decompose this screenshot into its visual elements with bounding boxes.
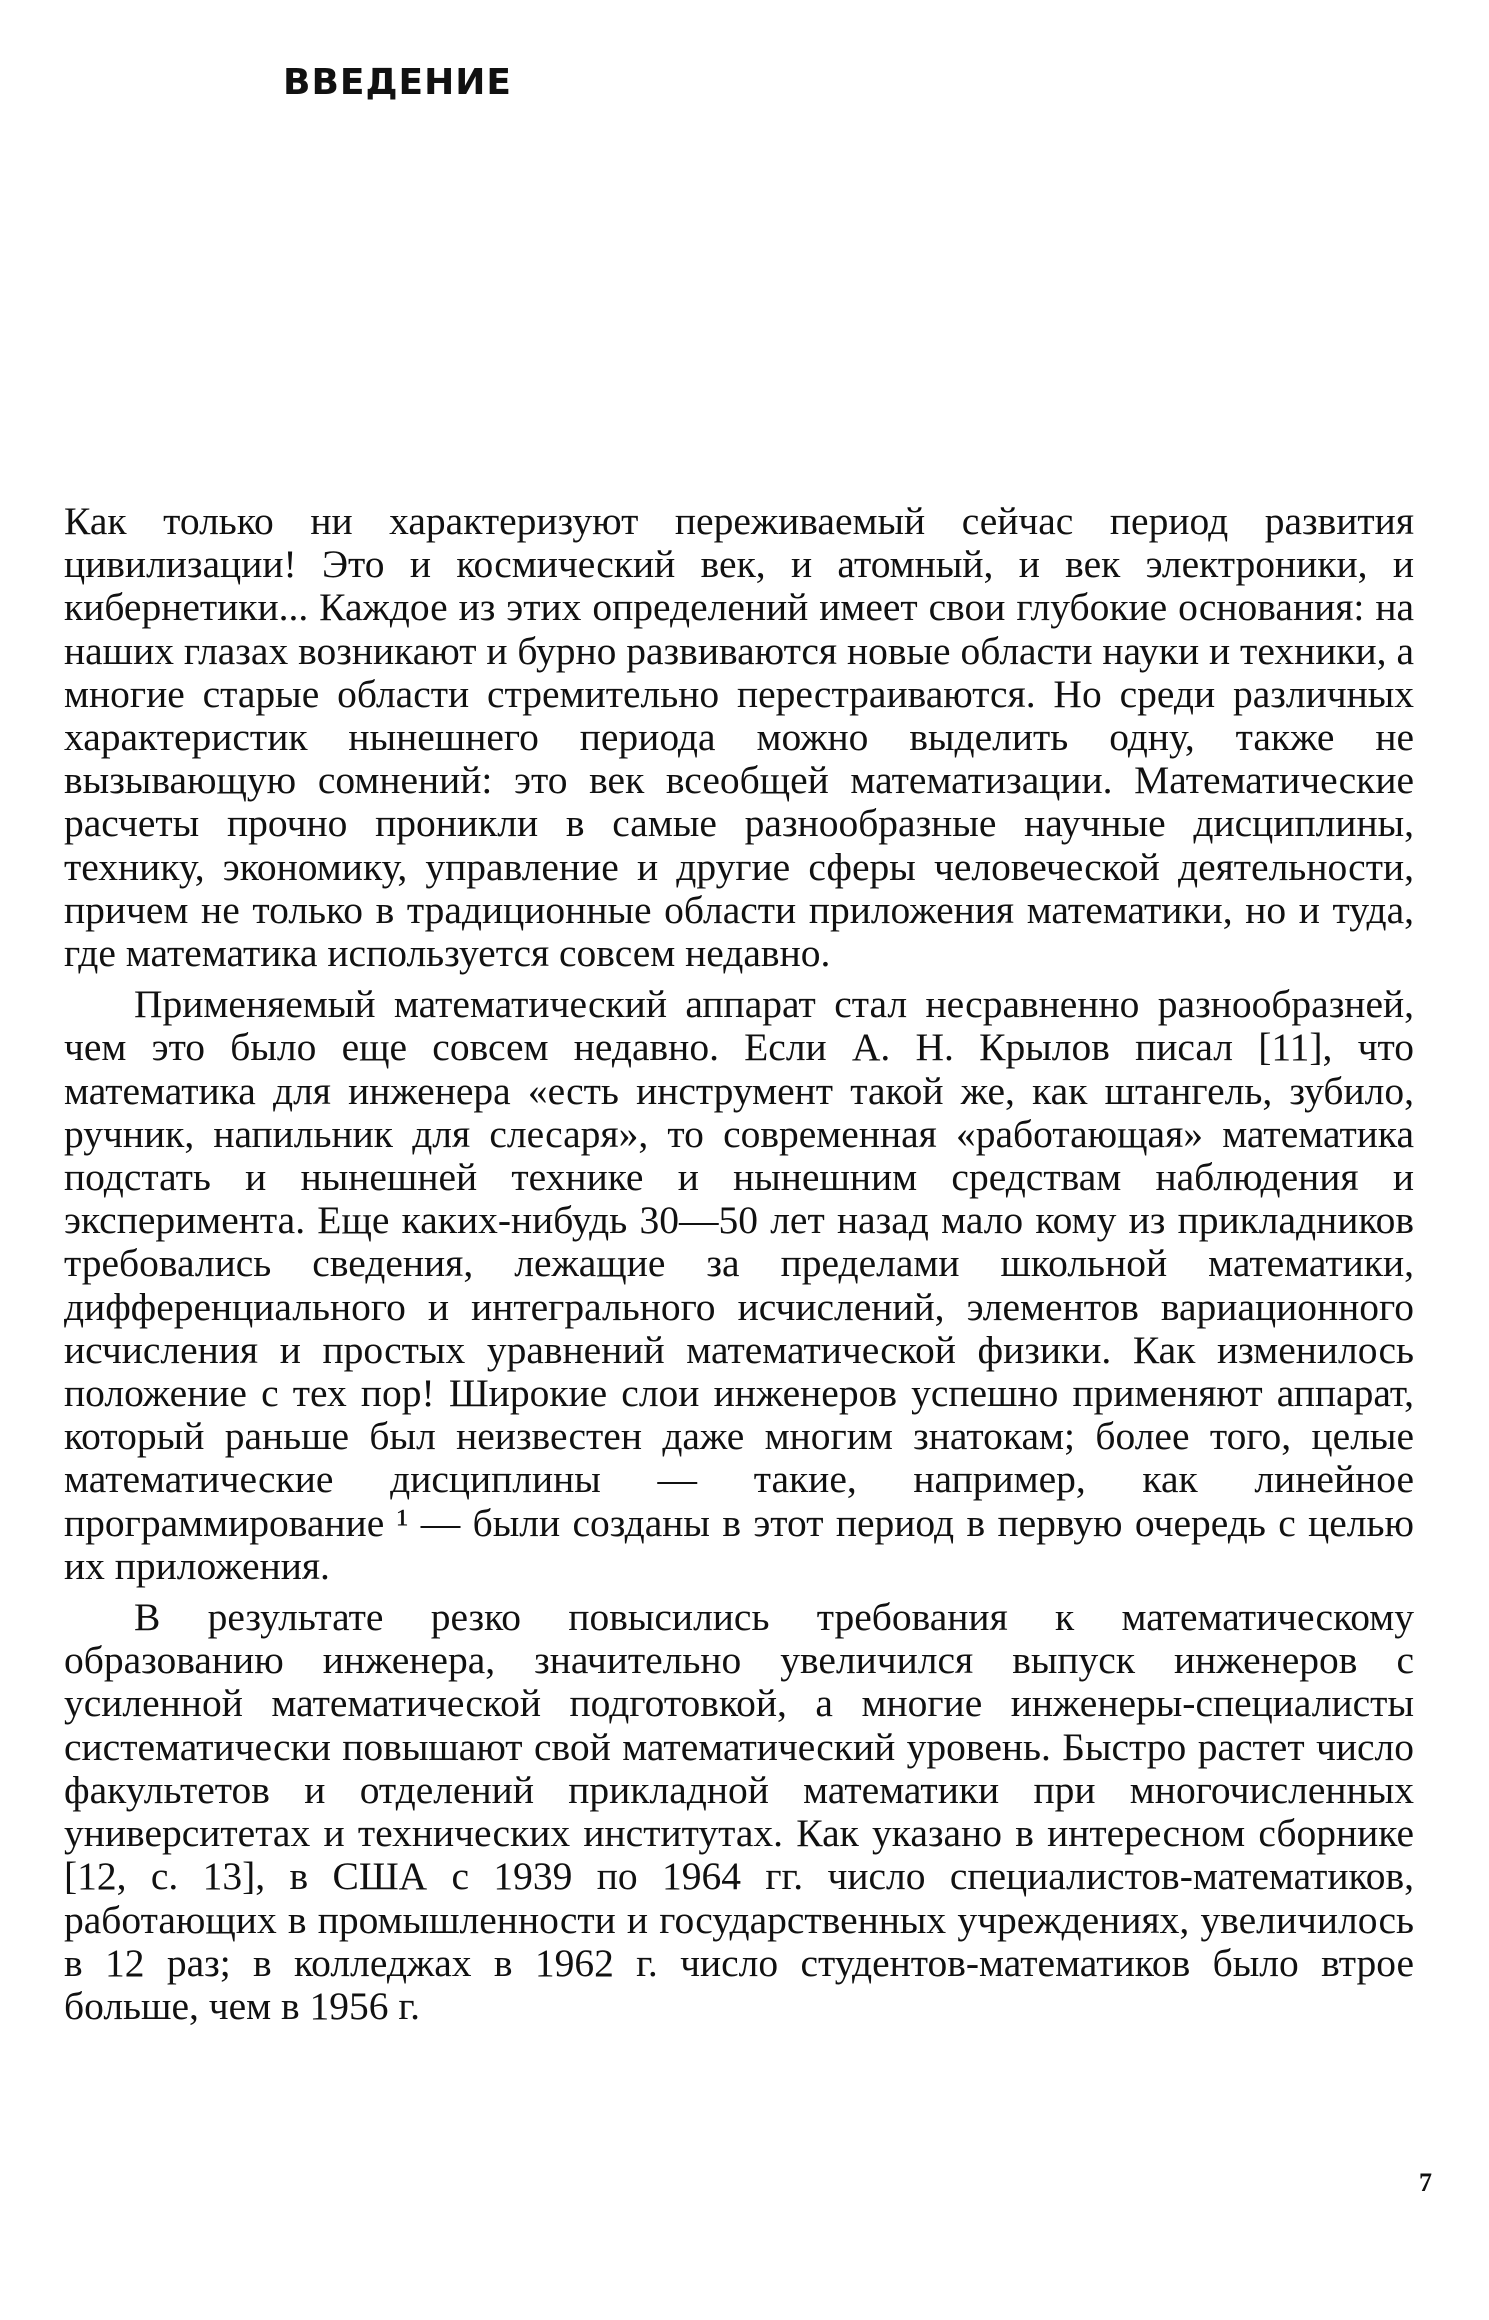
paragraph-1: Как только ни характеризуют переживаемый сейчас период развития цивилизации! Это и космический век, и атомный, и век электроники, и кибернетики... Каждое из этих определений имеет свои глубокие основания: на наших глазах возникают и бурно развиваются новые области науки и техники, а многие старые области стремительно перестраиваются. Но среди различных характеристик нынешнего периода можно выделить одну, также не вызывающую сомнений: это век всеобщей математизации. Математические расчеты прочно проникли в самые разнообразные научные дисциплины, технику, экономику, управление и другие сферы человеческой деятельности, причем не только в традиционные области приложения математики, но и туда, где математика используется совсем недавно. (64, 499, 1414, 976)
chapter-title: ВВЕДЕНИЕ (283, 62, 512, 103)
paragraph-3: В результате резко повысились требования к математическому образованию инженера, значительно увеличился выпуск инженеров с усиленной математической подготовкой, а многие инженеры-специалисты систематически повышают свой математический уровень. Быстро растет число факультетов и отделений прикладной математики при многочисленных университетах и технических институтах. Как указано в интересном сборнике [12, с. 13], в США с 1939 по 1964 гг. число специалистов-математиков, работающих в промышленности и государственных учреждениях, увеличилось в 12 раз; в колледжах в 1962 г. число студентов-математиков было втрое больше, чем в 1956 г. (64, 1595, 1414, 2028)
paragraph-2: Применяемый математический аппарат стал несравненно разнообразней, чем это было еще совсем недавно. Если А. Н. Крылов писал [11], что математика для инженера «есть инструмент такой же, как штангель, зубило, ручник, напильник для слесаря», то современная «работающая» математика подстать и нынешней технике и нынешним средствам наблюдения и эксперимента. Еще каких-нибудь 30—50 лет назад мало кому из прикладников требовались сведения, лежащие за пределами школьной математики, дифференциального и интегрального исчислений, элементов вариационного исчисления и простых уравнений математической физики. Как изменилось положение с тех пор! Широкие слои инженеров успешно применяют аппарат, который раньше был неизвестен даже многим знатокам; более того, целые математические дисциплины — такие, например, как линейное программирование ¹ — были созданы в этот период в первую очередь с целью их приложения. (64, 982, 1414, 1588)
page-number: 7 (1419, 2168, 1432, 2197)
body-text (64, 500, 1414, 2028)
